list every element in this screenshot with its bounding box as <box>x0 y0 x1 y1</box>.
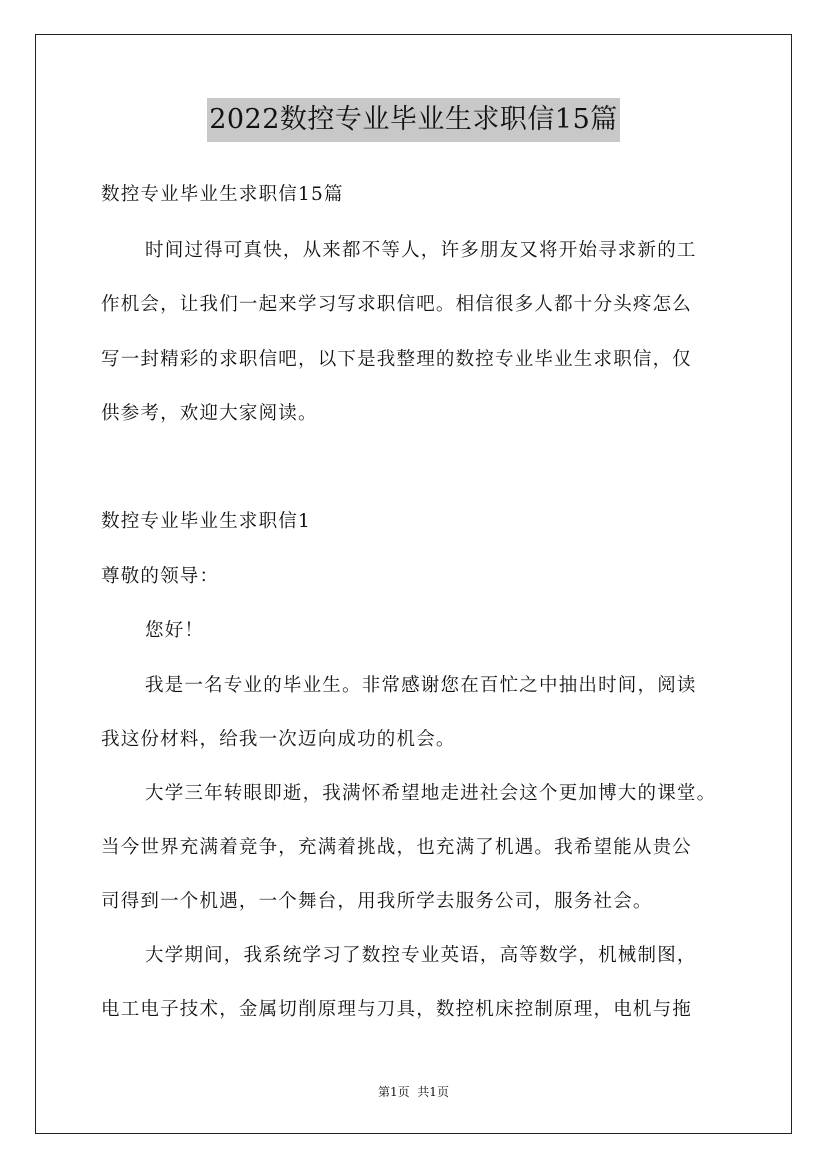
document-title: 2022数控专业毕业生求职信15篇 <box>207 98 620 142</box>
paragraph-line: 当今世界充满着竞争，充满着挑战，也充满了机遇。我希望能从贵公 <box>101 837 693 858</box>
section-heading: 数控专业毕业生求职信1 <box>101 511 311 532</box>
paragraph-line: 司得到一个机遇，一个舞台，用我所学去服务公司，服务社会。 <box>101 891 653 912</box>
subtitle-line: 数控专业毕业生求职信15篇 <box>101 184 344 205</box>
paragraph-line: 我这份材料，给我一次迈向成功的机会。 <box>101 729 456 750</box>
paragraph-line: 作机会，让我们一起来学习写求职信吧。相信很多人都十分头疼怎么 <box>101 294 693 315</box>
paragraph-line: 我是一名专业的毕业生。非常感谢您在百忙之中抽出时间，阅读 <box>145 675 697 696</box>
page-number-footer: 第1页 共1页 <box>378 1085 449 1099</box>
salutation: 尊敬的领导： <box>101 566 220 587</box>
paragraph-line: 大学期间，我系统学习了数控专业英语，高等数学，机械制图， <box>145 945 697 966</box>
paragraph-line: 大学三年转眼即逝，我满怀希望地走进社会这个更加博大的课堂。 <box>145 783 717 804</box>
paragraph-line: 电工电子技术，金属切削原理与刀具，数控机床控制原理，电机与拖 <box>101 999 693 1020</box>
greeting: 您好！ <box>145 620 205 641</box>
paragraph-line: 时间过得可真快，从来都不等人，许多朋友又将开始寻求新的工 <box>145 240 697 261</box>
paragraph-line: 供参考，欢迎大家阅读。 <box>101 403 318 424</box>
paragraph-line: 写一封精彩的求职信吧，以下是我整理的数控专业毕业生求职信，仅 <box>101 349 693 370</box>
title-container <box>0 98 827 142</box>
